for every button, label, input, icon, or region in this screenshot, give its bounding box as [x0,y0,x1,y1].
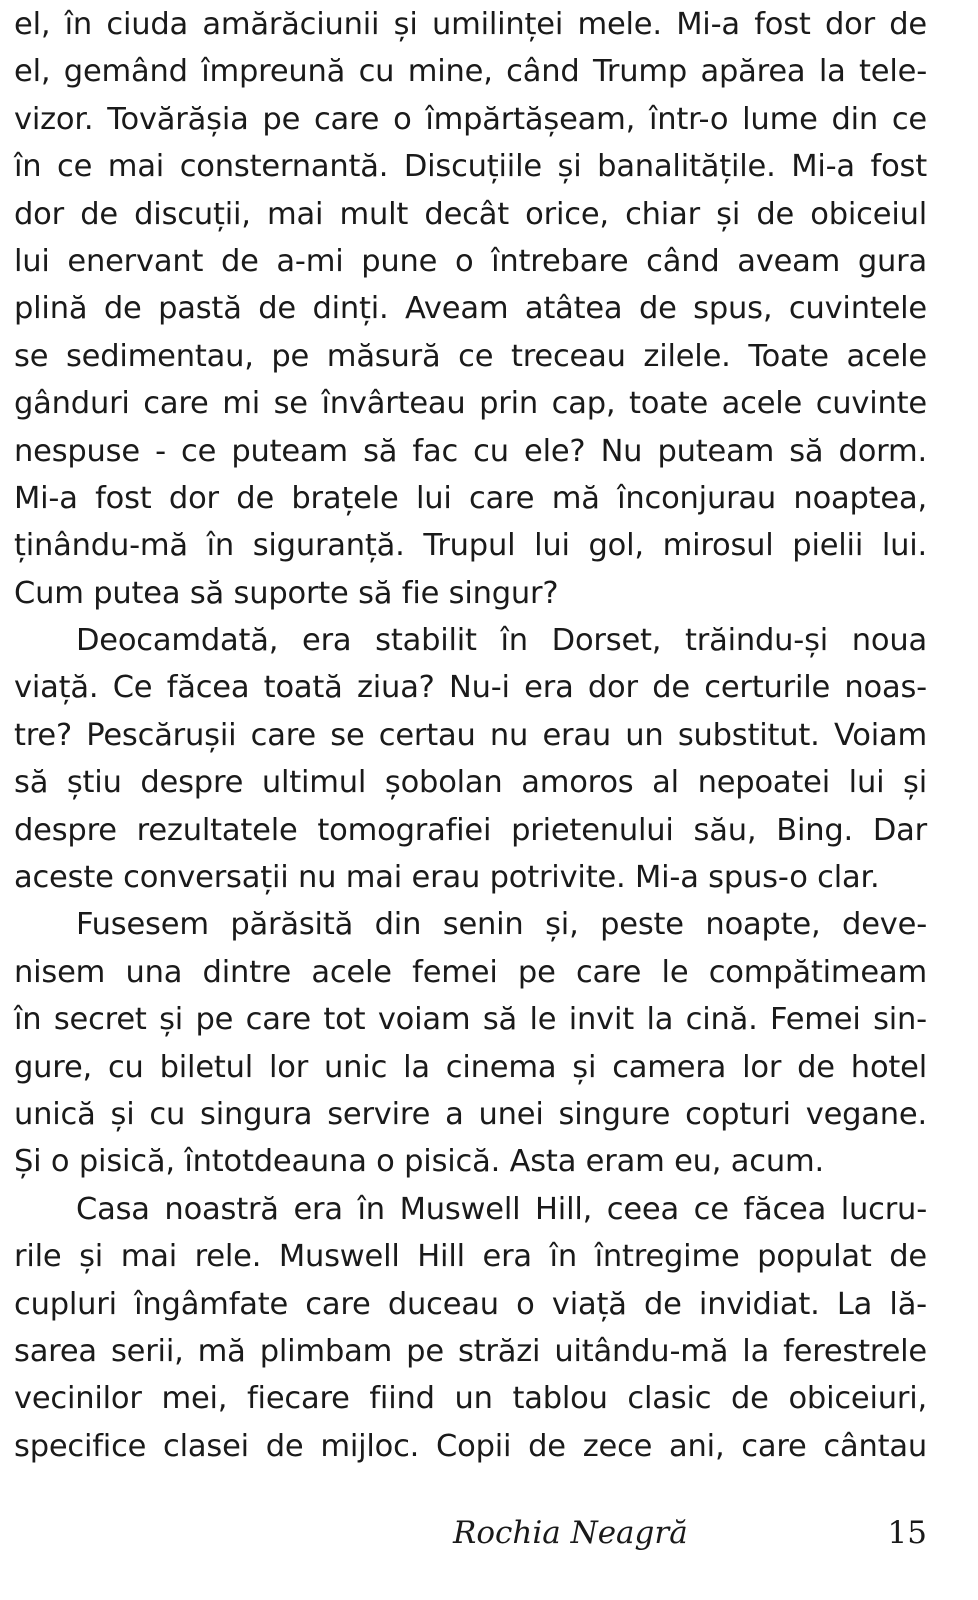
text-line: Mi-a fost dor de brațele lui care mă înconjurau noaptea, [14,480,927,516]
text-line: în ce mai consternantă. Discuțiile și banalitățile. Mi-a fost [14,149,927,185]
text-line: Cum putea să suporte să fie singur? [14,575,559,611]
text-line: nisem una dintre acele femei pe care le compătimeam [14,954,927,990]
text-line: Și o pisică, întotdeauna o pisică. Asta eram eu, acum. [14,1144,824,1180]
text-line: el, în ciuda amărăciunii și umilinței mele. Mi-a fost dor de [14,7,927,42]
text-line: nespuse - ce puteam să fac cu ele? Nu puteam să dorm. [14,433,927,469]
text-line: sarea serii, mă plimbam pe străzi uitându-mă la ferestrele [14,1333,927,1369]
text-line: el, gemând împreună cu mine, când Trump apărea la tele- [14,54,927,90]
paragraph-first-line: Casa noastră era în Muswell Hill, ceea ce făcea lucru- [76,1191,927,1227]
text-line: cupluri îngâmfate care duceau o viață de invidiat. La lă- [14,1286,927,1322]
page-footer [14,1515,927,1559]
text-line: să știu despre ultimul șobolan amoros al nepoatei lui și [14,765,927,801]
text-line: vecinilor mei, fiecare fiind un tablou clasic de obiceiuri, [14,1381,927,1417]
book-page [14,0,927,1600]
text-line: rile și mai rele. Muswell Hill era în întregime populat de [14,1239,927,1275]
text-line: despre rezultatele tomografiei prietenului său, Bing. Dar [14,812,927,848]
text-line: specifice clasei de mijloc. Copii de zece ani, care cântau [14,1428,927,1464]
text-line: gure, cu biletul lor unic la cinema și camera lor de hotel [14,1049,927,1085]
text-line: unică și cu singura servire a unei singure copturi vegane. [14,1096,927,1132]
paragraph-first-line: Fusesem părăsită din senin și, peste noapte, deve- [76,907,927,943]
text-line: tre? Pescărușii care se certau nu erau un substitut. Voiam [14,717,927,753]
text-line: plină de pastă de dinți. Aveam atâtea de spus, cuvintele [14,291,927,327]
text-line: vizor. Tovărășia pe care o împărtășeam, într-o lume din ce [14,101,927,137]
text-line: aceste conversații nu mai erau potrivite. Mi-a spus-o clar. [14,860,880,896]
paragraph-first-line: Deocamdată, era stabilit în Dorset, trăindu-și noua [76,623,927,659]
text-line: în secret și pe care tot voiam să le invit la cină. Femei sin- [14,1002,927,1038]
text-line: lui enervant de a-mi pune o întrebare când aveam gura [14,243,927,279]
running-title: Rochia Neagră [453,1515,688,1551]
text-line: dor de discuții, mai mult decât orice, chiar și de obiceiul [14,196,927,232]
text-line: gânduri care mi se învârteau prin cap, toate acele cuvinte [14,386,927,422]
body-text [14,1,927,1470]
text-line: ținându-mă în siguranță. Trupul lui gol, mirosul pielii lui. [14,528,927,564]
text-line: se sedimentau, pe măsură ce treceau zilele. Toate acele [14,338,927,374]
text-line: viață. Ce făcea toată ziua? Nu-i era dor de certurile noas- [14,670,927,706]
page-number: 15 [887,1515,927,1551]
